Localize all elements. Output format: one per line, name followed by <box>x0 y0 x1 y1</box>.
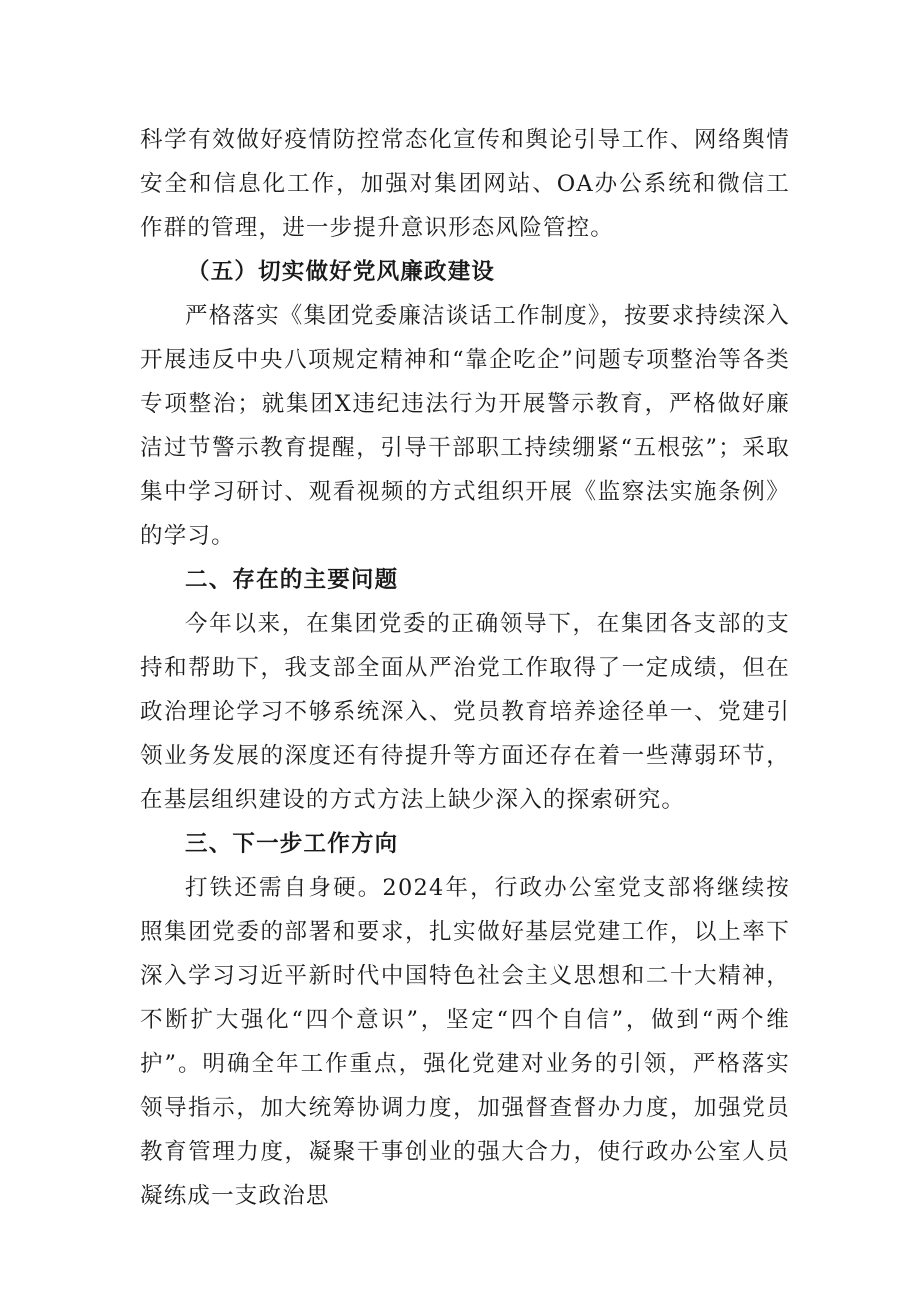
document-body <box>140 118 790 1218</box>
paragraph-next-steps: 打铁还需自身硬。2024年，行政办公室党支部将继续按照集团党委的部署和要求，扎实做好基层党建工作，以上率下深入学习习近平新时代中国特色社会主义思想和二十大精神，不断扩大强化“四个意识”，坚定“四个自信”，做到“两个维护”。明确全年工作重点，强化党建对业务的引领，严格落实领导指示，加大统筹协调力度，加强督查督办力度，加强党员教育管理力度，凝聚干事创业的强大合力，使行政办公室人员凝练成一支政治思 <box>140 875 790 1209</box>
section-heading-main-problems: 二、存在的主要问题 <box>185 567 399 593</box>
section-heading-party-conduct: （五）切实做好党风廉政建设 <box>187 259 496 285</box>
paragraph-main-problems: 今年以来，在集团党委的正确领导下，在集团各支部的支持和帮助下，我支部全面从严治党工作取得了一定成绩，但在政治理论学习不够系统深入、党员教育培养途径单一、党建引领业务发展的深度还有待提升等方面还存在着一些薄弱环节，在基层组织建设的方式方法上缺少深入的探索研究。 <box>140 611 790 813</box>
paragraph-party-conduct: 严格落实《集团党委廉洁谈话工作制度》，按要求持续深入开展违反中央八项规定精神和“靠企吃企”问题专项整治等各类专项整治；就集团X违纪违法行为开展警示教育，严格做好廉洁过节警示教育提醒，引导干部职工持续绷紧“五根弦”；采取集中学习研讨、观看视频的方式组织开展《监察法实施条例》的学习。 <box>140 303 790 549</box>
section-heading-next-steps: 三、下一步工作方向 <box>185 831 399 857</box>
paragraph-continuation: 科学有效做好疫情防控常态化宣传和舆论引导工作、网络舆情安全和信息化工作，加强对集团网站、OA办公系统和微信工作群的管理，进一步提升意识形态风险管控。 <box>140 127 790 241</box>
